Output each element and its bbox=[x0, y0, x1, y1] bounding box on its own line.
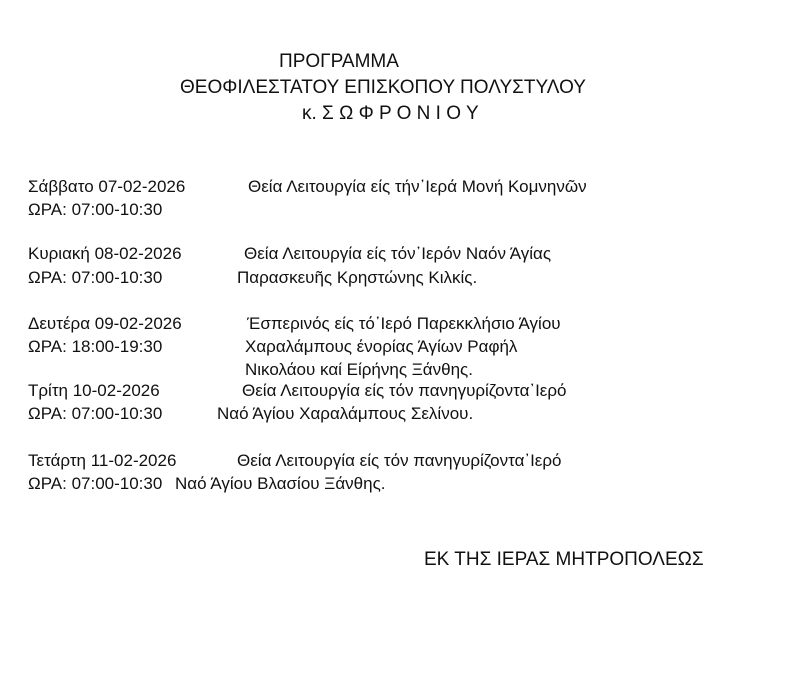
entry-time: ΩΡΑ: 07:00-10:30 bbox=[28, 268, 163, 287]
header-title: ΠΡΟΓΡΑΜΜΑ bbox=[279, 51, 399, 72]
entry-date: Σάββατο 07-02-2026 bbox=[28, 177, 186, 196]
footer-signature: ΕΚ ΤΗΣ ΙΕΡΑΣ ΜΗΤΡΟΠΟΛΕΩΣ bbox=[424, 549, 704, 570]
entry-date: Κυριακή 08-02-2026 bbox=[28, 244, 182, 263]
entry-description: Θεία Λειτουργία είς τόν πανηγυρίζοντα᾿Ιερό bbox=[242, 381, 567, 400]
entry-time: ΩΡΑ: 07:00-10:30 bbox=[28, 404, 163, 423]
entry-description: Ναό Άγίου Βλασίου Ξάνθης. bbox=[175, 474, 386, 493]
header-bishop-name: κ. Σ Ω Φ Ρ Ο Ν Ι Ο Υ bbox=[302, 103, 479, 124]
entry-description: Θεία Λειτουργία είς τήν᾿Ιερά Μονή Κομνηνῶν bbox=[248, 177, 587, 196]
entry-time: ΩΡΑ: 18:00-19:30 bbox=[28, 337, 163, 356]
entry-description: Έσπερινός είς τό᾿Ιερό Παρεκκλήσιο Άγίου bbox=[247, 314, 561, 333]
entry-date: Τρίτη 10-02-2026 bbox=[28, 381, 160, 400]
entry-date: Τετάρτη 11-02-2026 bbox=[28, 451, 177, 470]
entry-date: Δευτέρα 09-02-2026 bbox=[28, 314, 182, 333]
entry-time: ΩΡΑ: 07:00-10:30 bbox=[28, 200, 163, 219]
entry-description: Θεία Λειτουργία είς τόν᾿Ιερόν Ναόν Άγίας bbox=[244, 244, 552, 263]
entry-description: Θεία Λειτουργία είς τόν πανηγυρίζοντα᾿Ιερό bbox=[237, 451, 562, 470]
entry-description: Ναό Άγίου Χαραλάμπους Σελίνου. bbox=[217, 404, 474, 423]
entry-description: Παρασκευῆς Κρηστώνης Κιλκίς. bbox=[237, 268, 478, 287]
entry-time: ΩΡΑ: 07:00-10:30 bbox=[28, 474, 163, 493]
entry-description: Χαραλάμπους ένορίας Άγίων Ραφήλ bbox=[245, 337, 518, 356]
entry-description: Νικολάου καί Είρήνης Ξάνθης. bbox=[245, 360, 473, 379]
header-bishop-title: ΘΕΟΦΙΛΕΣΤΑΤΟΥ ΕΠΙΣΚΟΠΟΥ ΠΟΛΥΣΤΥΛΟΥ bbox=[180, 77, 586, 98]
